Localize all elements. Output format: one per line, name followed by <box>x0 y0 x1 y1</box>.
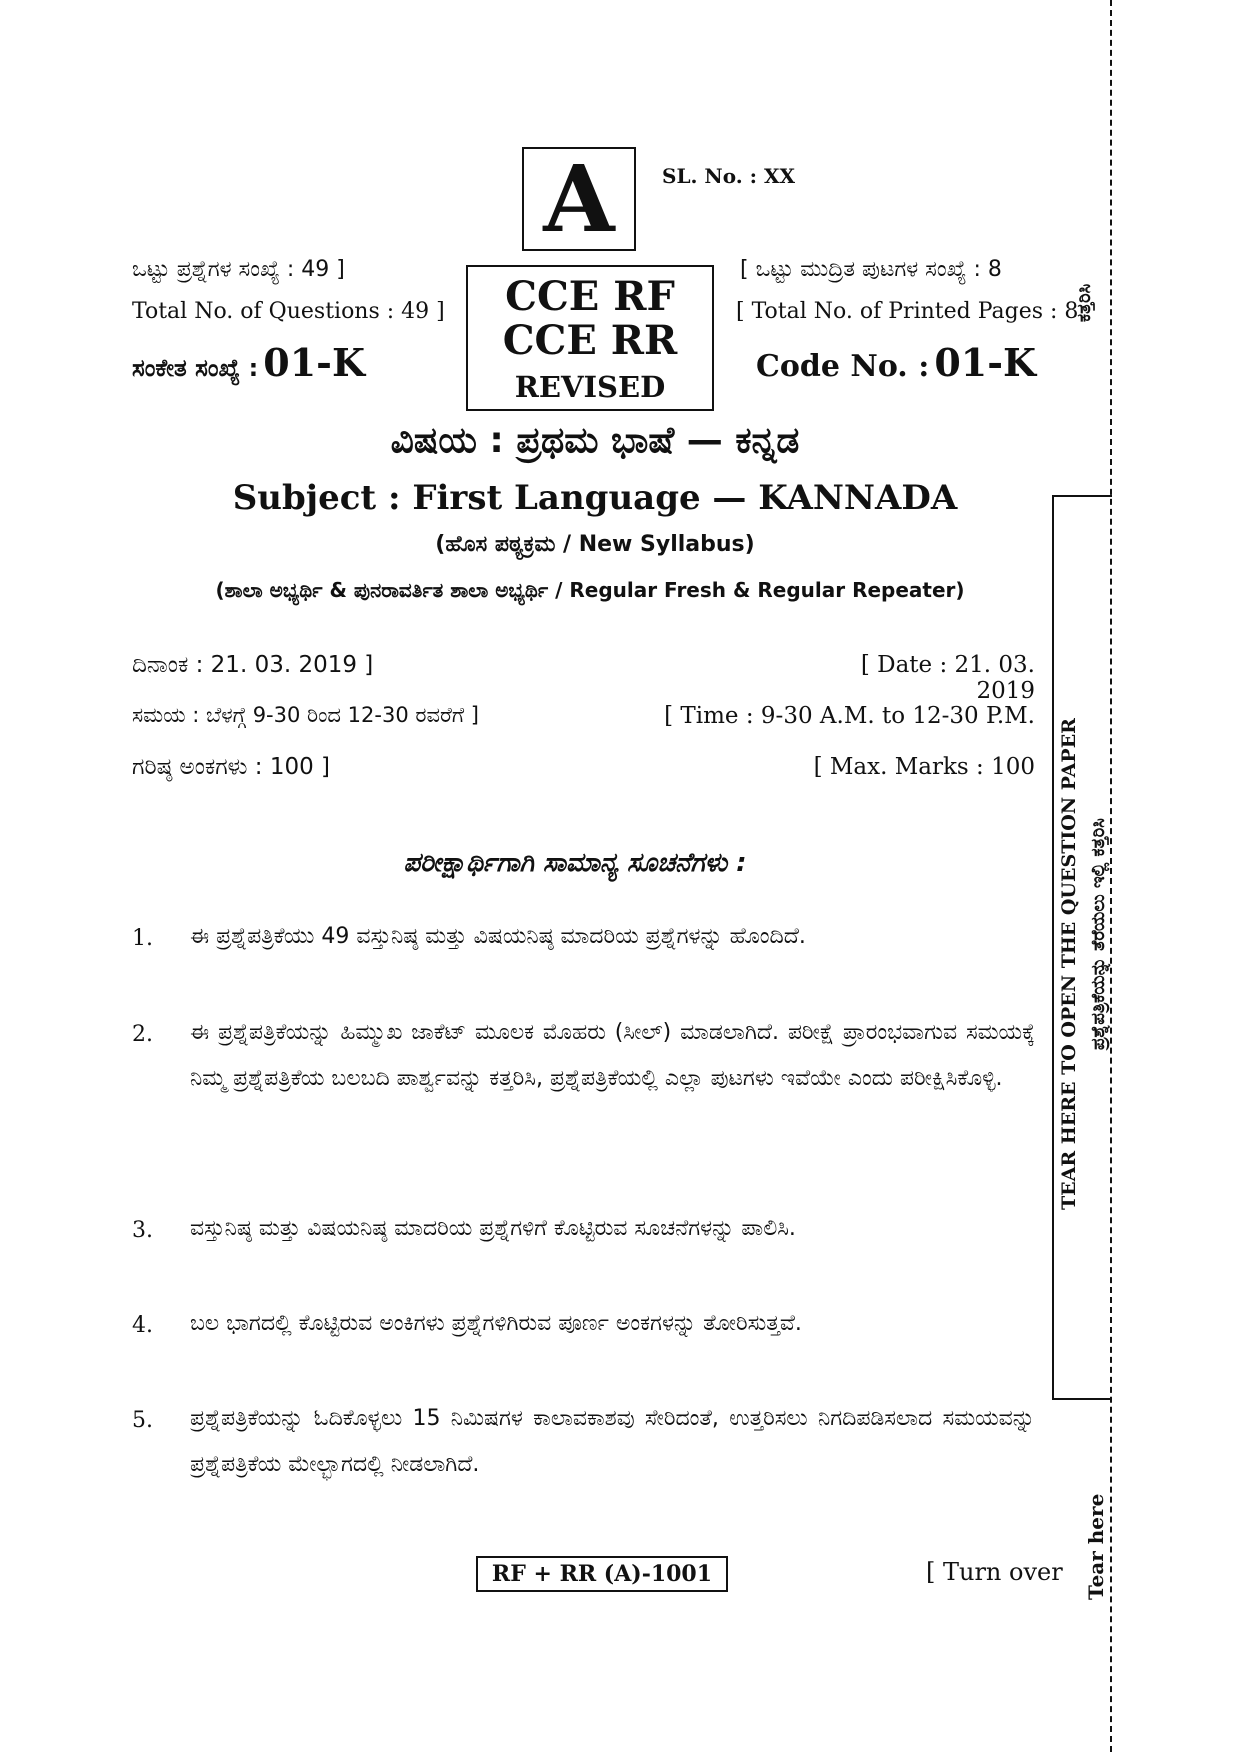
code-number-kannada <box>132 340 365 385</box>
exam-type-line2: CCE RR <box>502 317 678 364</box>
exam-type-revised: REVISED <box>514 370 666 404</box>
instruction-4-number: 4. <box>132 1313 153 1338</box>
total-pages-kannada: [ ಒಟ್ಟು ಮುದ್ರಿತ ಪುಟಗಳ ಸಂಖ್ಯೆ : 8 <box>740 257 1002 282</box>
code-label-english: Code No. : <box>756 349 930 384</box>
total-questions-english: Total No. of Questions : 49 ] <box>132 299 445 324</box>
candidate-type-line: (ಶಾಲಾ ಅಭ್ಯರ್ಥಿ & ಪುನರಾವರ್ತಿತ ಶಾಲಾ ಅಭ್ಯರ್ಥಿ / Regular Fresh & Regular Repeater) <box>215 578 965 602</box>
instruction-3-text: ವಸ್ತುನಿಷ್ಠ ಮತ್ತು ವಿಷಯನಿಷ್ಠ ಮಾದರಿಯ ಪ್ರಶ್ನೆಗಳಿಗೆ ಕೊಟ್ಟಿರುವ ಸೂಚನೆಗಳನ್ನು ಪಾಲಿಸಿ. <box>190 1216 796 1241</box>
subject-kannada: ವಿಷಯ : ಪ್ರಥಮ ಭಾಷೆ — ಕನ್ನಡ <box>390 420 800 461</box>
instruction-5-number: 5. <box>132 1408 153 1433</box>
time-kannada: ಸಮಯ : ಬೆಳಗ್ಗೆ 9-30 ರಿಂದ 12-30 ರವರೆಗೆ ] <box>132 703 479 727</box>
date-english: [ Date : 21. 03. 2019 <box>860 652 1035 704</box>
serial-number: SL. No. : XX <box>662 164 796 188</box>
instruction-4-text: ಬಲ ಭಾಗದಲ್ಲಿ ಕೊಟ್ಟಿರುವ ಅಂಕಿಗಳು ಪ್ರಶ್ನೆಗಳಿಗಿರುವ ಪೂರ್ಣ ಅಂಕಗಳನ್ನು ತೋರಿಸುತ್ತವೆ. <box>190 1311 802 1336</box>
tear-instruction-kannada: ಪ್ರಶ್ನೆಪತ್ರಿಕೆಯನ್ನು ತೆರೆಯಲು ಇಲ್ಲಿ ಕತ್ತರಿಸಿ <box>1088 818 1109 1050</box>
code-label-kannada: ಸಂಕೇತ ಸಂಖ್ಯೆ : <box>132 354 259 382</box>
tear-label-kannada-top: ಕತ್ತರಿಸಿ <box>1074 283 1095 322</box>
code-value-english: 01-K <box>934 340 1037 385</box>
tear-here-label: Tear here <box>1084 1493 1108 1600</box>
turn-over-label: [ Turn over <box>926 1558 1063 1586</box>
max-marks-english: [ Max. Marks : 100 <box>813 754 1035 780</box>
tear-instruction-english: TEAR HERE TO OPEN THE QUESTION PAPER <box>1058 718 1080 1210</box>
set-letter-box <box>522 147 636 251</box>
set-letter: A <box>543 145 615 253</box>
code-value-kannada: 01-K <box>263 340 365 385</box>
time-english: [ Time : 9-30 A.M. to 12-30 P.M. <box>664 703 1035 729</box>
instruction-2-number: 2. <box>132 1022 153 1047</box>
max-marks-kannada: ಗರಿಷ್ಠ ಅಂಕಗಳು : 100 ] <box>132 754 331 780</box>
date-kannada: ದಿನಾಂಕ : 21. 03. 2019 ] <box>132 652 374 678</box>
subject-english: Subject : First Language — KANNADA <box>232 478 958 518</box>
exam-type-line1: CCE RF <box>505 273 675 320</box>
instruction-5-text: ಪ್ರಶ್ನೆಪತ್ರಿಕೆಯನ್ನು ಓದಿಕೊಳ್ಳಲು 15 ನಿಮಿಷಗಳ ಕಾಲಾವಕಾಶವು ಸೇರಿದಂತೆ, ಉತ್ತರಿಸಲು ನಿಗದಿಪಡಿಸಲಾದ ಸಮಯವನ್ನು ಪ್ರಶ್ನೆಪತ್ರಿಕೆಯ ಮೇಲ್ಭಾಗದಲ್ಲಿ ನೀಡಲಾಗಿದೆ. <box>190 1406 1035 1477</box>
syllabus-line: (ಹೊಸ ಪಠ್ಯಕ್ರಮ / New Syllabus) <box>435 532 755 557</box>
instruction-3-number: 3. <box>132 1218 153 1243</box>
exam-type-box <box>466 265 714 411</box>
instruction-1-text: ಈ ಪ್ರಶ್ನೆಪತ್ರಿಕೆಯು 49 ವಸ್ತುನಿಷ್ಠ ಮತ್ತು ವಿಷಯನಿಷ್ಠ ಮಾದರಿಯ ಪ್ರಶ್ನೆಗಳನ್ನು ಹೊಂದಿದೆ. <box>190 924 806 949</box>
total-questions-kannada: ಒಟ್ಟು ಪ್ರಶ್ನೆಗಳ ಸಂಖ್ಯೆ : 49 ] <box>132 257 345 282</box>
instructions-title: ಪರೀಕ್ಷಾರ್ಥಿಗಾಗಿ ಸಾಮಾನ್ಯ ಸೂಚನೆಗಳು : <box>403 848 747 878</box>
paper-code-box: RF + RR (A)-1001 <box>476 1556 728 1592</box>
instruction-1-number: 1. <box>132 926 153 951</box>
code-number-english <box>756 340 1036 385</box>
instruction-2-text: ಈ ಪ್ರಶ್ನೆಪತ್ರಿಕೆಯನ್ನು ಹಿಮ್ಮುಖ ಜಾಕೆಟ್ ಮೂಲಕ ಮೊಹರು (ಸೀಲ್) ಮಾಡಲಾಗಿದೆ. ಪರೀಕ್ಷೆ ಪ್ರಾರಂಭವಾಗುವ ಸಮಯಕ್ಕೆ ನಿಮ್ಮ ಪ್ರಶ್ನೆಪತ್ರಿಕೆಯ ಬಲಬದಿ ಪಾರ್ಶ್ವವನ್ನು ಕತ್ತರಿಸಿ, ಪ್ರಶ್ನೆಪತ್ರಿಕೆಯಲ್ಲಿ ಎಲ್ಲಾ ಪುಟಗಳು ಇವೆಯೇ ಎಂದು ಪರೀಕ್ಷಿಸಿಕೊಳ್ಳಿ. <box>190 1020 1035 1091</box>
total-pages-english: [ Total No. of Printed Pages : 8 <box>736 299 1079 324</box>
